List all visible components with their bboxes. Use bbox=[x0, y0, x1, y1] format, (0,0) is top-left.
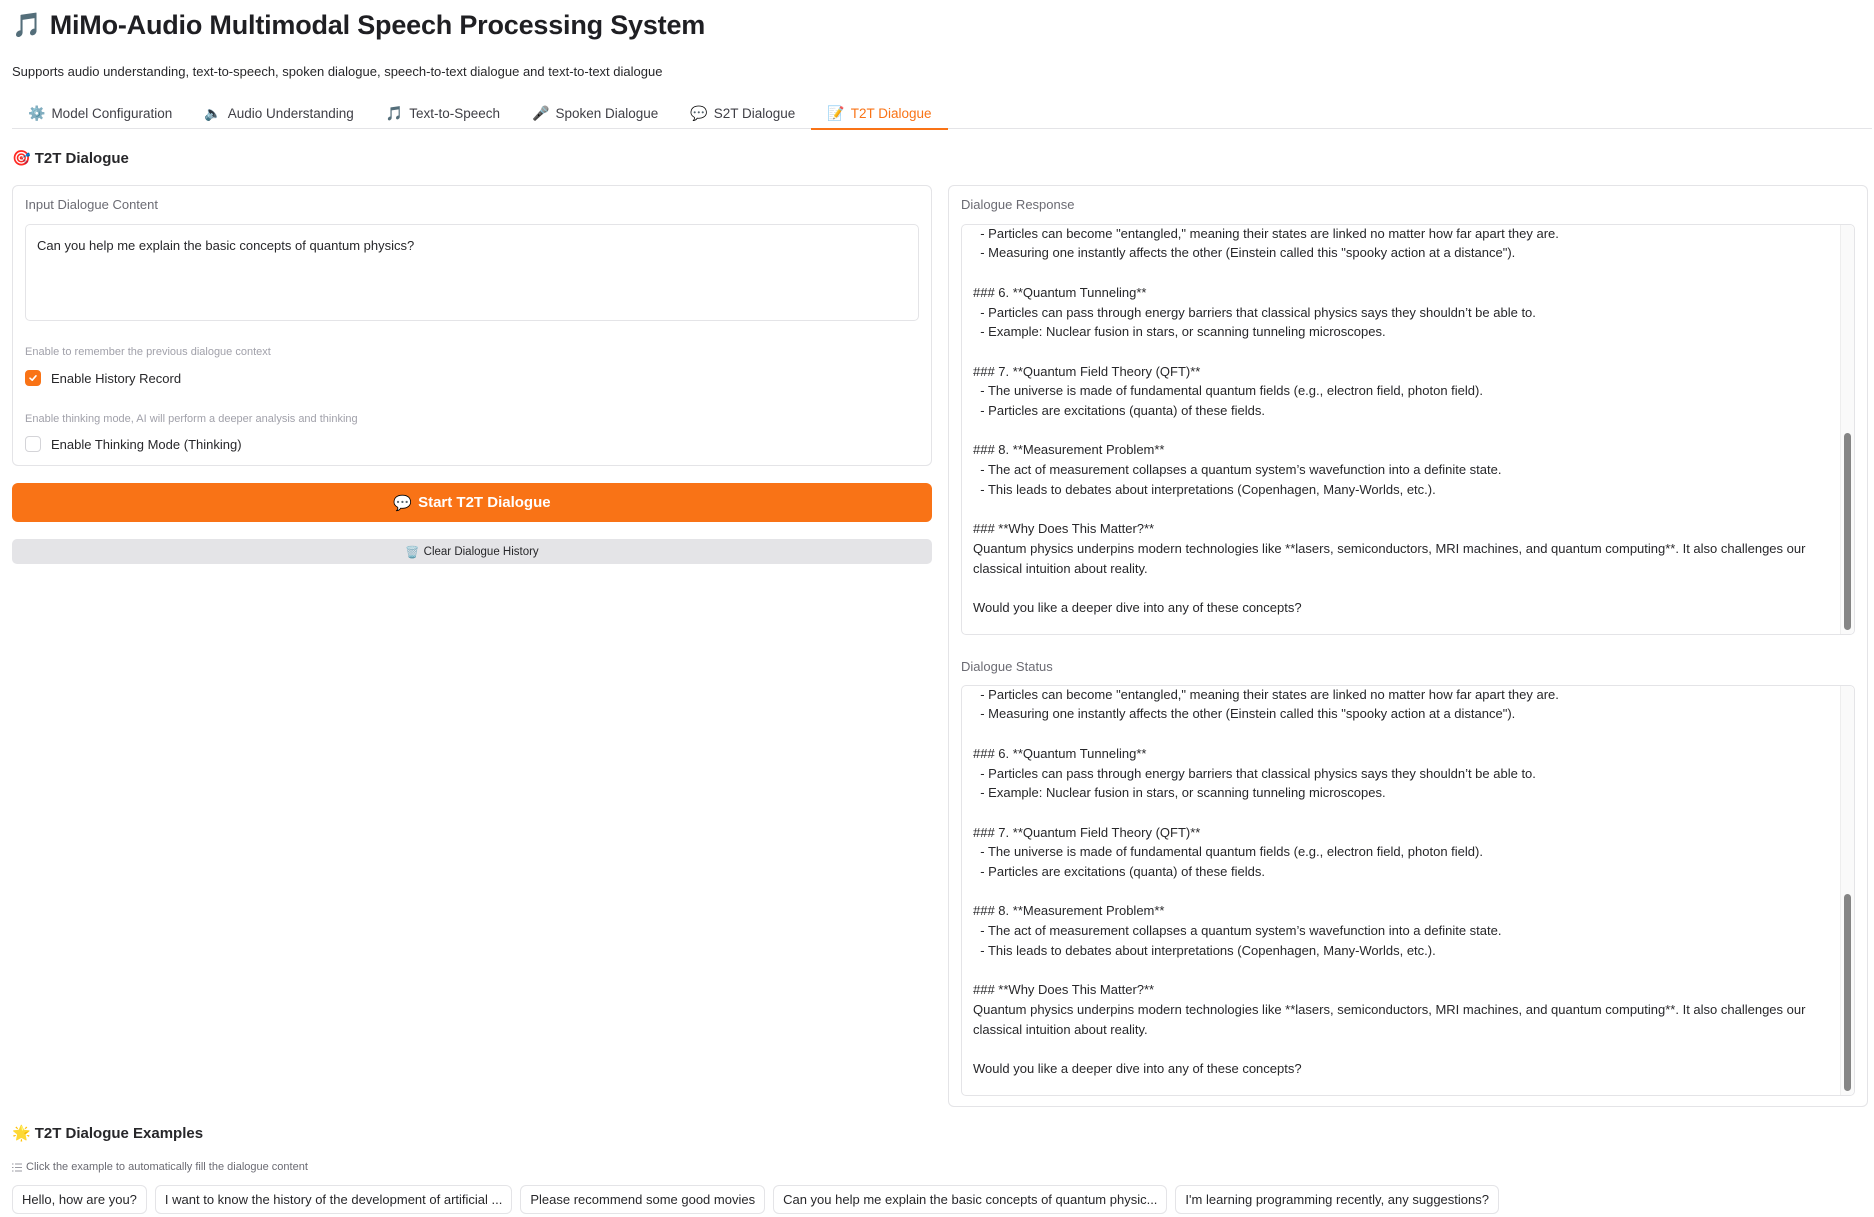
section-title bbox=[12, 149, 129, 167]
input-label: Input Dialogue Content bbox=[25, 197, 158, 212]
tab-label: Text-to-Speech bbox=[409, 106, 501, 121]
section-title-text: T2T Dialogue bbox=[34, 149, 129, 167]
example-chip[interactable]: I'm learning programming recently, any suggestions? bbox=[1175, 1185, 1499, 1214]
microphone-icon: 🎤 bbox=[532, 105, 550, 121]
history-info: Enable to remember the previous dialogue context bbox=[25, 346, 271, 358]
musical-note-icon: 🎵 bbox=[12, 12, 42, 39]
tab-label: Model Configuration bbox=[51, 106, 173, 121]
dialogue-response-output[interactable] bbox=[961, 224, 1855, 635]
example-chip[interactable]: Can you help me explain the basic concepts of quantum physic... bbox=[773, 1185, 1167, 1214]
tab-label: S2T Dialogue bbox=[713, 106, 796, 121]
thinking-checkbox[interactable] bbox=[25, 436, 41, 452]
tab-label: Spoken Dialogue bbox=[555, 106, 659, 121]
memo-icon: 📝 bbox=[827, 105, 845, 121]
history-checkbox-row[interactable] bbox=[25, 370, 181, 386]
app-title-text: MiMo-Audio Multimodal Speech Processing System bbox=[49, 10, 706, 40]
status-scrollbar[interactable] bbox=[1840, 686, 1854, 1095]
examples-list bbox=[12, 1185, 1499, 1214]
tab-bar bbox=[12, 98, 1872, 129]
clear-button-label: Clear Dialogue History bbox=[423, 545, 539, 558]
tab-label: Audio Understanding bbox=[227, 106, 354, 121]
output-panel bbox=[948, 185, 1868, 1107]
examples-hint bbox=[12, 1161, 308, 1173]
tab-spoken-dialogue[interactable] bbox=[516, 98, 674, 129]
response-scrollbar[interactable] bbox=[1840, 225, 1854, 634]
gear-icon: ⚙️ bbox=[28, 105, 46, 121]
thinking-info: Enable thinking mode, AI will perform a deeper analysis and thinking bbox=[25, 413, 358, 425]
examples-title-text: T2T Dialogue Examples bbox=[34, 1124, 204, 1142]
tab-s2t-dialogue[interactable] bbox=[674, 98, 811, 129]
clear-dialogue-history-button[interactable] bbox=[12, 539, 932, 564]
list-icon bbox=[12, 1163, 22, 1172]
response-label: Dialogue Response bbox=[961, 197, 1075, 212]
speaker-icon: 🔈 bbox=[204, 105, 222, 121]
musical-note-icon: 🎵 bbox=[385, 105, 404, 121]
speech-bubble-icon: 💬 bbox=[690, 105, 708, 121]
thinking-label: Enable Thinking Mode (Thinking) bbox=[51, 436, 242, 452]
app-subtitle: Supports audio understanding, text-to-speech, spoken dialogue, speech-to-text dialogue and text-to-text dialogue bbox=[12, 64, 663, 79]
star-icon: 🌟 bbox=[12, 1125, 31, 1142]
status-label: Dialogue Status bbox=[961, 659, 1053, 674]
example-chip[interactable]: I want to know the history of the development of artificial ... bbox=[155, 1185, 512, 1214]
tab-model-configuration[interactable] bbox=[12, 98, 188, 129]
start-t2t-dialogue-button[interactable] bbox=[12, 483, 932, 522]
examples-hint-text: Click the example to automatically fill the dialogue content bbox=[26, 1161, 308, 1173]
tab-label: T2T Dialogue bbox=[850, 106, 932, 121]
tab-text-to-speech[interactable] bbox=[370, 98, 516, 129]
history-checkbox[interactable] bbox=[25, 370, 41, 386]
app-title bbox=[12, 10, 705, 41]
response-scrollbar-thumb[interactable] bbox=[1844, 433, 1851, 630]
history-label: Enable History Record bbox=[51, 370, 182, 386]
checkmark-icon bbox=[28, 373, 38, 383]
status-scrollbar-thumb[interactable] bbox=[1844, 894, 1851, 1091]
thinking-checkbox-row[interactable] bbox=[25, 436, 242, 452]
start-button-label: Start T2T Dialogue bbox=[418, 494, 551, 511]
dialogue-input[interactable]: Can you help me explain the basic concepts of quantum physics? bbox=[25, 224, 919, 321]
example-chip[interactable]: Hello, how are you? bbox=[12, 1185, 147, 1214]
dialogue-status-output[interactable] bbox=[961, 685, 1855, 1096]
examples-title bbox=[12, 1124, 203, 1142]
response-text: - Particles can become "entangled," meaning their states are linked no matter how far apart they are. - Measuring one instantly affects the other (Einstein called this "spooky action at a distance"). ### 6. **Quantum Tunneling** - Particles can pass through energy barriers that classical physics says they shouldn’t be able to. - Example: Nuclear fusion in stars, or scanning tunneling microscopes. ### 7. **Quantum Field Theory (QFT)** - The universe is made of fundamental quantum fields (e.g., electron field, photon field). - Particles are excitations (quanta) of these fields. ### 8. **Measurement Problem** - The act of measurement collapses a quantum system’s wavefunction into a definite state. - This leads to debates about interpretations (Copenhagen, Many-Worlds, etc.). ### **Why Does This Matter?** Quantum physics underpins modern technologies like **lasers, semiconductors, MRI machines, and quantum computing**. It also challenges our classical intuition about reality. Would you like a deeper dive into any of these concepts? bbox=[973, 225, 1806, 616]
input-panel bbox=[12, 185, 932, 466]
tab-audio-understanding[interactable] bbox=[188, 98, 370, 129]
tab-t2t-dialogue[interactable] bbox=[811, 98, 947, 129]
speech-bubble-icon: 💬 bbox=[393, 494, 413, 512]
status-text: - Particles can become "entangled," meaning their states are linked no matter how far apart they are. - Measuring one instantly affects the other (Einstein called this "spooky action at a distance"). ### 6. **Quantum Tunneling** - Particles can pass through energy barriers that classical physics says they shouldn’t be able to. - Example: Nuclear fusion in stars, or scanning tunneling microscopes. ### 7. **Quantum Field Theory (QFT)** - The universe is made of fundamental quantum fields (e.g., electron field, photon field). - Particles are excitations (quanta) of these fields. ### 8. **Measurement Problem** - The act of measurement collapses a quantum system’s wavefunction into a definite state. - This leads to debates about interpretations (Copenhagen, Many-Worlds, etc.). ### **Why Does This Matter?** Quantum physics underpins modern technologies like **lasers, semiconductors, MRI machines, and quantum computing**. It also challenges our classical intuition about reality. Would you like a deeper dive into any of these concepts? bbox=[973, 686, 1806, 1077]
example-chip[interactable]: Please recommend some good movies bbox=[520, 1185, 765, 1214]
target-icon: 🎯 bbox=[12, 150, 31, 167]
trash-icon: 🗑️ bbox=[405, 546, 420, 559]
